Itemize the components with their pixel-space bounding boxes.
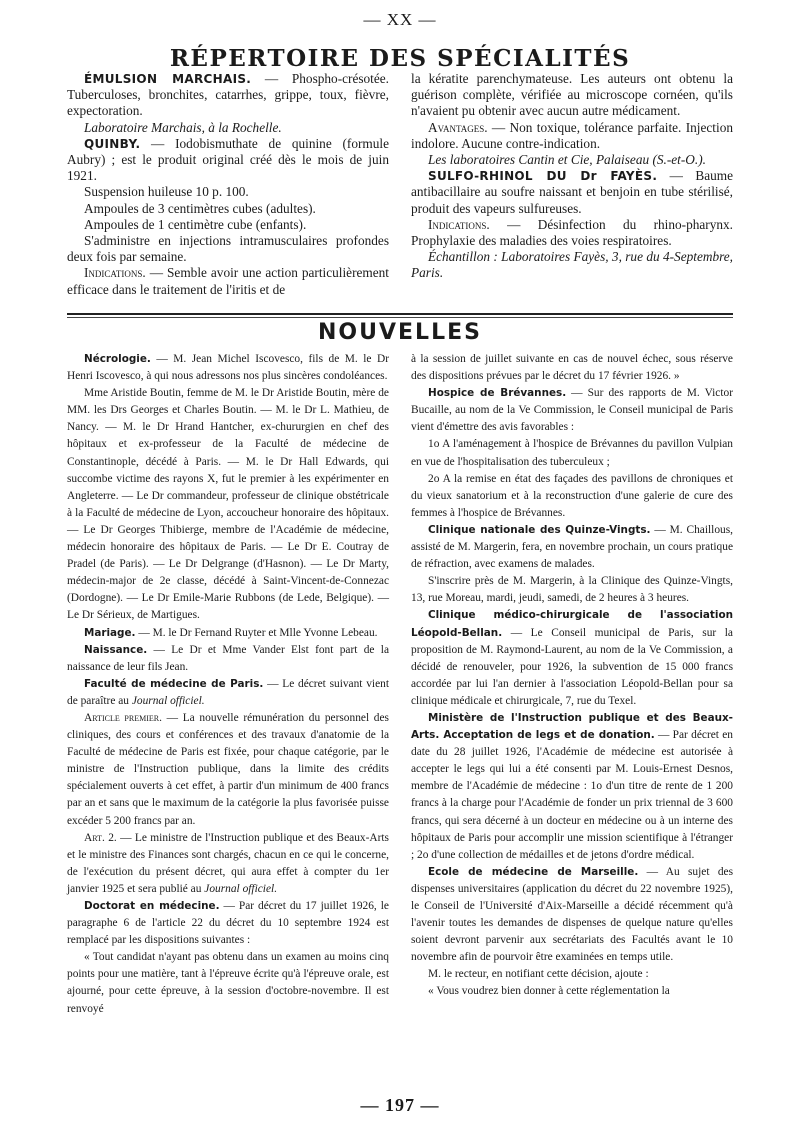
- quinby-line: Ampoules de 3 centimètres cubes (adultes).: [84, 200, 316, 216]
- doctorat-paragraph: Doctorat en médecine. — Par décret du 17 juillet 1926, le paragraphe 6 de l'article 22 du décret du 10 septembre 1924 est remplacé par les dispositions suivantes :: [67, 900, 389, 947]
- naissance-paragraph: Naissance. — Le Dr et Mme Vander Elst font part de la naissance de leur fils Jean.: [67, 643, 389, 673]
- quinby-continuation: la kératite parenchymateuse. Les auteurs ont obtenu la guérison complète, vérifiée au microscope cornéen, qu'ils n'avaient pu obtenir avec aucun autre médicament.: [411, 71, 733, 119]
- quinby-line: S'administre en injections intramusculaires profondes deux fois par semaine.: [67, 233, 389, 265]
- recteur-paragraph: M. le recteur, en notifiant cette décision, ajoute :: [428, 968, 649, 981]
- page-number: — 197 —: [360, 1095, 440, 1115]
- quinby-indications: Indications. — Semble avoir une action particulièrement efficace dans le traitement de l'iritis et de: [67, 265, 389, 297]
- quinby-line: Ampoules de 1 centimètre cube (enfants).: [84, 216, 307, 232]
- quinby-avantages: Avantages. — Non toxique, tolérance parfaite. Injection indolore. Aucune contre-indication.: [411, 119, 733, 151]
- section-title-nouvelles: NOUVELLES: [318, 320, 482, 345]
- sulfo-rhinol-sample: Échantillon : Laboratoires Fayès, 3, rue du 4-Septembre, Paris.: [411, 249, 733, 281]
- necrologie-list: Mme Aristide Boutin, femme de M. le Dr Aristide Boutin, mère de MM. les Drs Georges et Charles Boutin. — M. le Dr L. Mathieu, de Nancy. — M. le Dr Hrand Hantcher, ex-chururgien en chef des hôpitaux et ex-professeur de la Faculté de médecine de Constantinople, décédé à Paris. — M. le Dr Hall Edwards, qui succombe victime des rayons X, fut le premier à les expérimenter en Angleterre. — Le Dr commandeur, professeur de clinique obstétricale à la Faculté de médecine de Lyon, accoucheur honoraire des hôpitaux. — Le Dr Georges Thibierge, membre de l'Académie de médecine, médecin honoraire des hôpitaux de Paris. — Le Dr E. Coutray de Pradel (de Paris). — Le Dr Delgrange (d'Hasnon). — Le Dr Marty, médecin-major de 2e classe, décédé à Saint-Vincent-de-Connezac (Dordogne). — Le Dr Emile-Marie Rubbons (de Lede, Belgique). — Le Dr Sérieux, de Martigues.: [67, 387, 389, 622]
- quinby-name: QUINBY.: [84, 136, 141, 151]
- specialites-left-column: [67, 71, 389, 298]
- article-2-paragraph: Art. 2. — Le ministre de l'Instruction publique et des Beaux-Arts et le ministre des Finances sont chargés, chacun en ce qui le concerne, de l'exécution du présent décret, qui aura effet à compter du 1er janvier 1925 et sera publié au Journal officiel.: [67, 831, 389, 895]
- article-premier-paragraph: Article premier. — La nouvelle rémunération du personnel des cliniques, des cours et conférences et des travaux d'anatomie de la Faculté de médecine de Paris est fixée, pour chaque catégorie, par le ministre de l'Instruction publique, dans la limite des crédits spécialement ouverts à cet effet, à partir d'un minimum de 400 francs par an et sans que le maximum de la catégorie la plus favorisée puisse excéder 5 200 francs par an.: [67, 711, 389, 827]
- emulsion-entry: ÉMULSION MARCHAIS. — Phospho-crésotée. Tuberculoses, bronchites, catarrhes, grippe, toux, fièvre, expectoration.: [67, 71, 390, 119]
- specialites-right-column: [411, 71, 733, 282]
- emulsion-name: ÉMULSION MARCHAIS.: [84, 72, 252, 86]
- ministere-paragraph: Ministère de l'Instruction publique et des Beaux-Arts. Acceptation de legs et de donation. — Par décret en date du 28 juillet 1926, l'Académie de médecine est autorisée à accepter le legs qui lui a été consenti par M. Louis-Ernest Desnos, membre de l'Académie de médecine : 1o d'un titre de rente de 1 200 francs à la charge pour l'Académie de fonder un prix triennal de 3 600 francs, qui sera décerné à un docteur en médecine ou à un interne des hôpitaux de Paris pour accomplir une mission scientifique à l'étranger ; 2o d'une collection de médailles et de jetons d'ordre médical.: [411, 711, 733, 861]
- brevannes-item-2: 2o A la remise en état des façades des pavillons de chroniques et du vieux sanatorium et à la reconstruction d'une galerie de cure des femmes à l'hospice de Brévannes.: [411, 472, 733, 519]
- mariage-paragraph: Mariage. — M. le Dr Fernand Ruyter et Mlle Yvonne Lebeau.: [84, 626, 378, 639]
- section-title-repertoire: RÉPERTOIRE DES SPÉCIALITÉS: [169, 45, 631, 72]
- sulfo-rhinol-name: SULFO-RHINOL DU Dr FAYÈS.: [428, 169, 658, 184]
- quinze-vingts-paragraph: Clinique nationale des Quinze-Vingts. — M. Chaillous, assisté de M. Margerin, fera, en novembre prochain, un cours pratique de réfraction, avec examens de malades.: [411, 523, 733, 571]
- emulsion-lab: Laboratoire Marchais, à la Rochelle.: [84, 119, 282, 135]
- necrologie-paragraph: Nécrologie. — M. Jean Michel Iscovesco, fils de M. le Dr Henri Iscovesco, à qui nous adressons nos plus sincères condoléances.: [67, 353, 389, 383]
- faculte-paragraph: Faculté de médecine de Paris. — Le décret suivant vient de paraître au Journal officiel.: [67, 677, 389, 707]
- recteur-quote: « Vous voudrez bien donner à cette réglementation la: [428, 985, 670, 998]
- nouvelles-right-column: [411, 351, 733, 1001]
- sulfo-rhinol-indications: Indications. — Désinfection du rhino-pharynx. Prophylaxie des maladies des voies respiratoires.: [411, 216, 733, 249]
- page-header-folio: — XX —: [363, 10, 437, 29]
- doctorat-quote: « Tout candidat n'ayant pas obtenu dans un examen au moins cinq points pour une matière, tant à l'épreuve écrite qu'à l'épreuve orale, est ajourné, pour cette épreuve, à la session d'octobre-novembre. Il est renvoyé: [67, 951, 389, 1015]
- quinze-vingts-inscription: S'inscrire près de M. Margerin, à la Clinique des Quinze-Vingts, 13, rue Moreau, mardi, jeudi, samedi, de 2 heures à 3 heures.: [411, 575, 733, 605]
- leopold-bellan-paragraph: Clinique médico-chirurgicale de l'association Léopold-Bellan. — Le Conseil municipal de Paris, sur la proposition de M. Raymond-Laurent, au nom de la Ve Commission, a décidé de renouveler, pour 1926, la subvention de 15 000 francs accordée par lui l'an dernier à l'association Léopold-Bellan pour sa clinique médicale et chirurgicale, 7, rue du Texel.: [411, 609, 733, 707]
- section-divider-thin: [67, 317, 733, 318]
- marseille-paragraph: Ecole de médecine de Marseille. — Au sujet des dispenses universitaires (application du décret du 22 novembre 1925), le Conseil de l'Université d'Aix-Marseille a décidé récemment qu'à l'avenir toutes les demandes de dispenses de quelque nature qu'elles soient devront parvenir aux secrétariats des Facultés avant le 10 novembre afin de pourvoir être examinées en temps utile.: [411, 865, 733, 964]
- sulfo-rhinol-entry: SULFO-RHINOL DU Dr FAYÈS. — Baume antibacillaire au soufre naissant et benjoin en tube stérilisé, produit des vapeurs sulfureuses.: [411, 168, 734, 216]
- quinby-lab: Les laboratoires Cantin et Cie, Palaiseau (S.-et-O.).: [428, 152, 706, 168]
- quinby-entry: QUINBY. — Iodobismuthate de quinine (formule Aubry) ; est le produit original créé dès le mois de juin 1921.: [67, 135, 389, 184]
- quinby-line: Suspension huileuse 10 p. 100.: [84, 184, 249, 200]
- brevannes-item-1: 1o A l'aménagement à l'hospice de Brévannes du pavillon Vulpian en vue de l'hospitalisation des tuberculeux ;: [411, 438, 733, 468]
- doctorat-quote-continuation: à la session de juillet suivante en cas de nouvel échec, sous réserve des dispositions prévues par le décret du 17 février 1926. »: [411, 353, 733, 383]
- nouvelles-left-column: [67, 351, 389, 1018]
- brevannes-paragraph: Hospice de Brévannes. — Sur des rapports de M. Victor Bucaille, au nom de la Ve Commission, le Conseil municipal de Paris vient d'émettre des avis favorables :: [411, 387, 734, 434]
- section-divider: [67, 313, 733, 315]
